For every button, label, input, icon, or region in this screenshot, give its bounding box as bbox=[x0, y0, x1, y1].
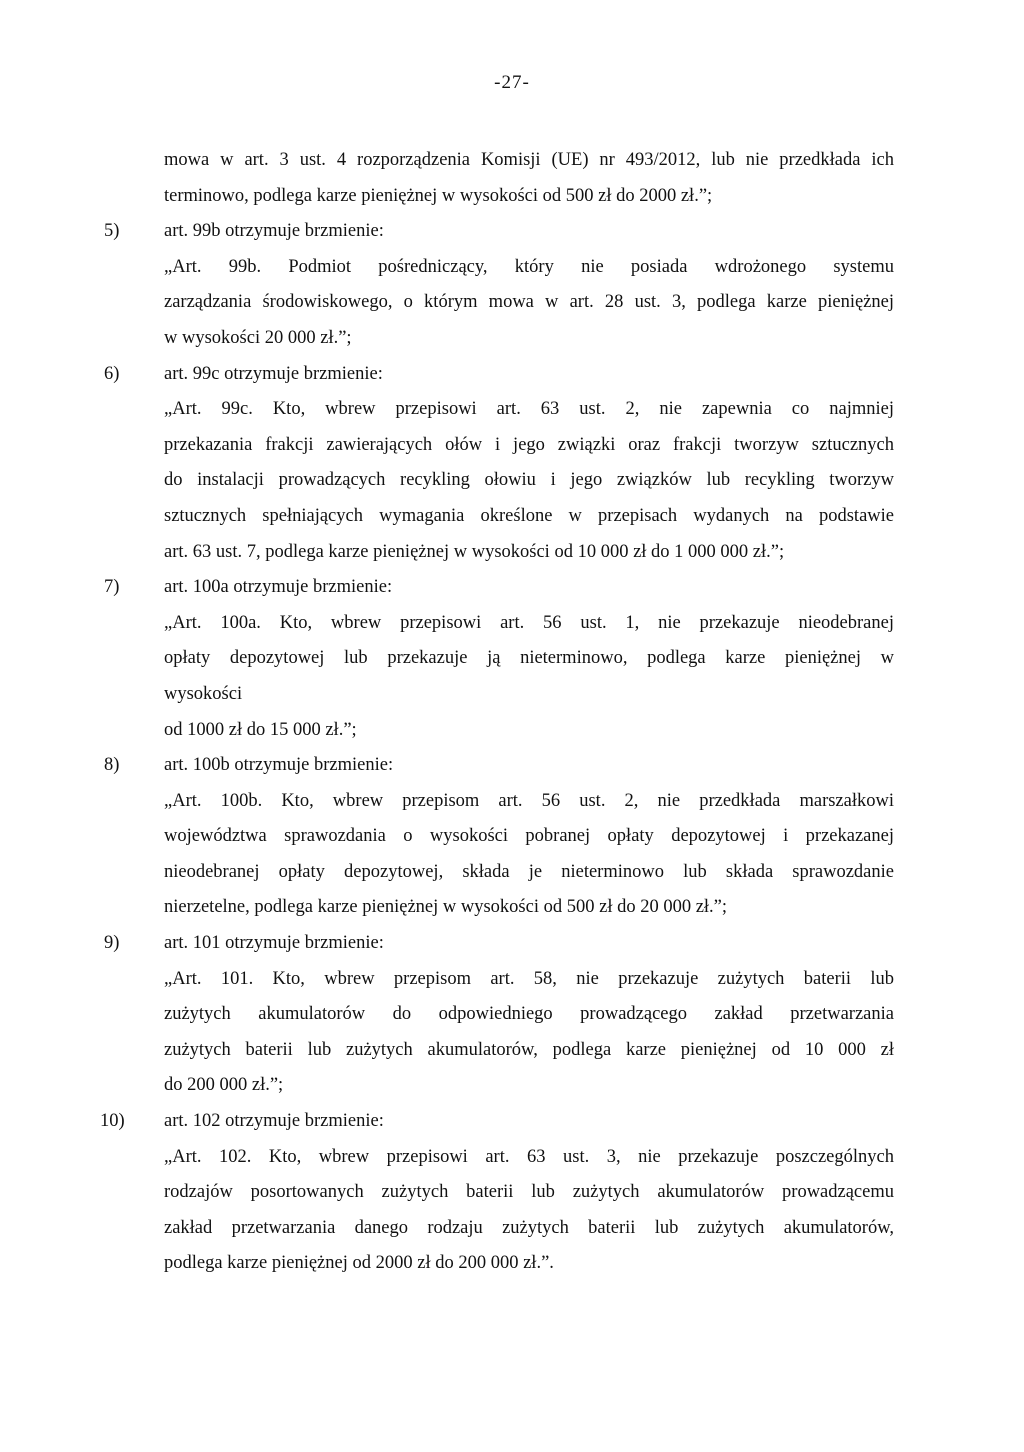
list-item-text: art. 99b otrzymuje brzmienie: bbox=[164, 221, 384, 242]
text-line bbox=[104, 250, 894, 286]
text-line bbox=[104, 1246, 894, 1282]
text-line bbox=[104, 819, 894, 855]
text-line-content: rodzajów posortowanych zużytych baterii lub zużytych akumulatorów prowadzącemu bbox=[164, 1182, 894, 1203]
text-line-content: zakład przetwarzania danego rodzaju zużytych baterii lub zużytych akumulatorów, bbox=[164, 1217, 894, 1238]
text-line bbox=[104, 855, 894, 891]
text-line-content: województwa sprawozdania o wysokości pobranej opłaty depozytowej i przekazanej bbox=[164, 826, 894, 847]
text-line bbox=[104, 143, 894, 179]
text-line-content: podlega karze pieniężnej od 2000 zł do 200 000 zł.”. bbox=[164, 1253, 554, 1274]
text-line-content: mowa w art. 3 ust. 4 rozporządzenia Komisji (UE) nr 493/2012, lub nie przedkłada ich bbox=[164, 150, 894, 170]
list-item-number: 6) bbox=[104, 363, 120, 384]
list-item bbox=[104, 926, 894, 962]
text-line-content: terminowo, podlega karze pieniężnej w wysokości od 500 zł do 2000 zł.”; bbox=[164, 185, 713, 206]
text-line-content: w wysokości 20 000 zł.”; bbox=[164, 327, 352, 348]
list-item-number: 9) bbox=[104, 933, 120, 954]
list-item bbox=[104, 357, 894, 393]
text-line bbox=[104, 285, 894, 321]
list-item-number: 7) bbox=[104, 577, 120, 598]
text-line-content: „Art. 101. Kto, wbrew przepisom art. 58, nie przekazuje zużytych baterii lub bbox=[164, 968, 894, 989]
list-item bbox=[104, 748, 894, 784]
text-line bbox=[104, 890, 894, 926]
text-line bbox=[104, 499, 894, 535]
text-line bbox=[104, 677, 894, 713]
list-item-text: art. 99c otrzymuje brzmienie: bbox=[164, 363, 383, 384]
text-line-content: art. 63 ust. 7, podlega karze pieniężnej w wysokości od 10 000 zł do 1 000 000 zł.”; bbox=[164, 541, 785, 562]
text-line bbox=[104, 997, 894, 1033]
list-item-text: art. 100a otrzymuje brzmienie: bbox=[164, 577, 393, 598]
list-item bbox=[104, 570, 894, 606]
list-item-number: 10) bbox=[100, 1111, 125, 1132]
text-line bbox=[104, 1211, 894, 1247]
text-line-content: zużytych akumulatorów do odpowiedniego prowadzącego zakład przetwarzania bbox=[164, 1004, 894, 1025]
text-line bbox=[104, 641, 894, 677]
list-item-text: art. 101 otrzymuje brzmienie: bbox=[164, 933, 384, 954]
list-item bbox=[100, 1104, 894, 1140]
text-line bbox=[104, 428, 894, 464]
list-item-text: art. 100b otrzymuje brzmienie: bbox=[164, 755, 394, 776]
list-item-number: 8) bbox=[104, 755, 120, 776]
text-line-content: zarządzania środowiskowego, o którym mowa w art. 28 ust. 3, podlega karze pieniężnej bbox=[164, 292, 894, 313]
text-line-content: sztucznych spełniających wymagania określone w przepisach wydanych na podstawie bbox=[164, 505, 894, 526]
document-body bbox=[100, 143, 894, 1282]
text-line-content: wysokości bbox=[164, 683, 243, 704]
text-line-content: zużytych baterii lub zużytych akumulatorów, podlega karze pieniężnej od 10 000 zł bbox=[164, 1039, 894, 1060]
text-line bbox=[104, 1140, 894, 1176]
text-line bbox=[104, 321, 894, 357]
text-line-content: „Art. 102. Kto, wbrew przepisowi art. 63 ust. 3, nie przekazuje poszczególnych bbox=[164, 1146, 894, 1167]
text-line-content: do 200 000 zł.”; bbox=[164, 1075, 284, 1096]
text-line bbox=[104, 463, 894, 499]
text-line bbox=[104, 1175, 894, 1211]
text-line bbox=[104, 962, 894, 998]
text-line bbox=[104, 179, 894, 215]
page-number: -27- bbox=[494, 72, 530, 93]
text-line bbox=[104, 392, 894, 428]
text-line bbox=[104, 535, 894, 571]
text-line-content: nieodebranej opłaty depozytowej, składa je nieterminowo lub składa sprawozdanie bbox=[164, 861, 894, 882]
list-item bbox=[104, 214, 894, 250]
text-line-content: do instalacji prowadzących recykling ołowiu i jego związków lub recykling tworzyw bbox=[164, 470, 894, 491]
text-line bbox=[104, 606, 894, 642]
text-line-content: od 1000 zł do 15 000 zł.”; bbox=[164, 719, 357, 740]
text-line bbox=[104, 713, 894, 749]
list-item-number: 5) bbox=[104, 221, 120, 242]
text-line bbox=[104, 784, 894, 820]
text-line-content: „Art. 99c. Kto, wbrew przepisowi art. 63 ust. 2, nie zapewnia co najmniej bbox=[164, 399, 894, 420]
text-line bbox=[104, 1033, 894, 1069]
text-line-content: „Art. 100b. Kto, wbrew przepisom art. 56 ust. 2, nie przedkłada marszałkowi bbox=[164, 790, 894, 811]
text-line bbox=[104, 1068, 894, 1104]
text-line-content: „Art. 100a. Kto, wbrew przepisowi art. 56 ust. 1, nie przekazuje nieodebranej bbox=[164, 612, 894, 633]
text-line-content: „Art. 99b. Podmiot pośredniczący, który nie posiada wdrożonego systemu bbox=[164, 256, 894, 277]
text-line-content: przekazania frakcji zawierających ołów i jego związki oraz frakcji tworzyw sztucznych bbox=[164, 434, 894, 455]
text-line-content: nierzetelne, podlega karze pieniężnej w wysokości od 500 zł do 20 000 zł.”; bbox=[164, 897, 728, 918]
text-line-content: opłaty depozytowej lub przekazuje ją nieterminowo, podlega karze pieniężnej w bbox=[164, 648, 894, 669]
list-item-text: art. 102 otrzymuje brzmienie: bbox=[164, 1111, 384, 1132]
